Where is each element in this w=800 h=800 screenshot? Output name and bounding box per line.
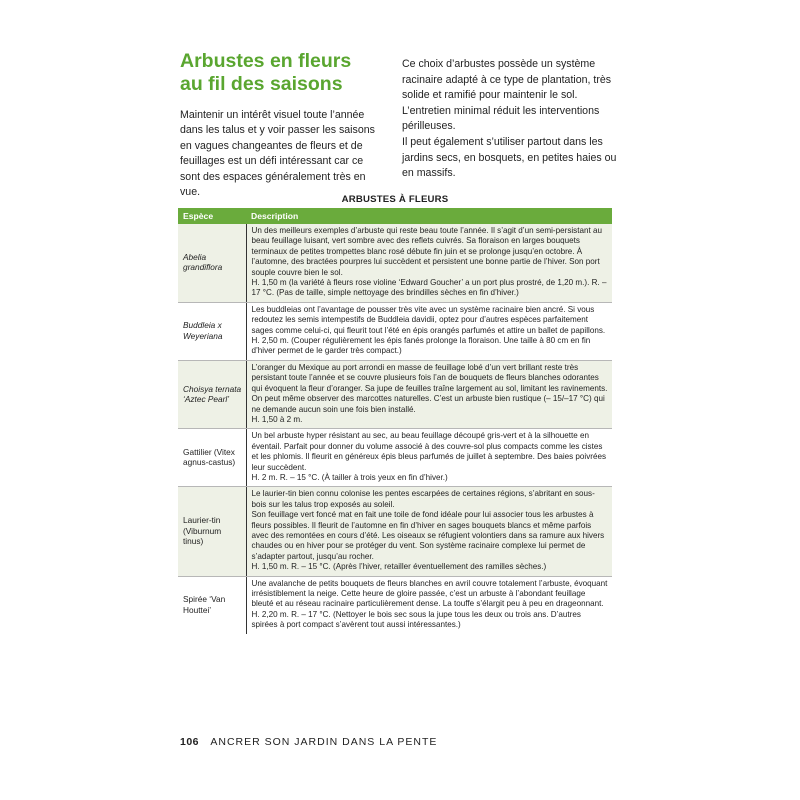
description-text: Un bel arbuste hyper résistant au sec, au beau feuillage découpé gris-vert et à la silhouette en éventail. Parfait pour donner du volume associé à des couvre-sol plus compacts comme les cistes et les phlomis. Il fleurit en généreux épis bleus parfumés de juillet à septembre. Des baies poivrées leur succèdent. H. 2 m. R. – 15 °C. (À tailler à trois yeux en fin d’hiver.) [251, 431, 607, 482]
table-row [178, 360, 612, 428]
right-column [402, 57, 620, 182]
heading-line-2: au fil des saisons [180, 73, 343, 95]
species-cell: Abelia grandiflora [178, 224, 246, 302]
section-heading [180, 50, 385, 96]
description-text: L’oranger du Mexique au port arrondi en masse de feuillage lobé d’un vert brillant reste très persistant toute l’année et se couvre plusieurs fois l’an de bouquets de fleurs blanches odorantes qui évoquent la fleur d’oranger. Sa jupe de feuilles traîne largement au sol, limitant les ravinements. On peut même observer des marcottes naturelles. C’est un arbuste bien rustique (– 15/–17 °C) qui ne demande aucun soin une fois bien installé. H. 1,50 à 2 m. [251, 362, 608, 424]
side-paragraph: Il peut également s’utiliser partout dans les jardins secs, en bosquets, en petites haies ou en massifs. [402, 135, 617, 180]
description-cell [246, 576, 612, 634]
description-text: Une avalanche de petits bouquets de fleurs blanches en avril couvre totalement l’arbuste, évoquant irrésistiblement la neige. Cette heure de gloire passée, c’est un arbuste à l’abondant feuillage bleuté et au réseau racinaire particulièrement dense. La touffe s’élargit peu à peu en drageonnant. H. 2,20 m. R. – 17 °C. (Nettoyer le bois sec sous la jupe tous les deux ou trois ans. D’autres spirées à port compact s’avèrent tout aussi intéressantes.) [251, 578, 608, 630]
table-row [178, 487, 612, 576]
species-cell: Spirée ‘Van Houttei’ [178, 576, 246, 634]
species-cell: Gattilier (Vitex agnus-castus) [178, 429, 246, 487]
column-header-description: Description [246, 208, 612, 224]
description-text: Un des meilleurs exemples d’arbuste qui reste beau toute l’année. Il s’agit d’un semi-persistant au beau feuillage luisant, vert sombre avec des reflets cuivrés. Sa floraison en larges bouquets terminaux de petites trompettes blanc rosé débute fin juin et se prolonge jusqu’en octobre. À l’automne, des bractées pourpres lui succèdent et persistent une bonne partie de l’hiver. Son port souple couvre bien le sol. H. 1,50 m (la variété à fleurs rose violine ‘Edward Goucher’ a un port plus prostré, de 1,20 m.). R. – 17 °C. (Pas de taille, simple nettoyage des brindilles sèches en fin d’hiver.) [251, 226, 607, 298]
running-title: ANCRER SON JARDIN DANS LA PENTE [210, 736, 438, 748]
table-row [178, 224, 612, 302]
intro-paragraph: Maintenir un intérêt visuel toute l’année dans les talus et y voir passer les saisons en vagues changeantes de fleurs et de feuillages est un défi intéressant car ce sont des espaces généralement très en vue. [180, 109, 375, 199]
heading-line-1: Arbustes en fleurs [180, 50, 352, 72]
description-cell [246, 487, 612, 576]
table-row [178, 302, 612, 360]
table-header-row [178, 208, 612, 224]
side-paragraph: Ce choix d’arbustes possède un système racinaire adapté à ce type de plantation, très solide et ramifié pour maintenir le sol. [402, 58, 612, 102]
side-paragraph: L’entretien minimal réduit les interventions périlleuses. [402, 104, 600, 133]
table-row [178, 429, 612, 487]
description-cell [246, 302, 612, 360]
description-cell [246, 224, 612, 302]
species-cell: Laurier-tin (Viburnum tinus) [178, 487, 246, 576]
table-title: ARBUSTES À FLEURS [341, 194, 449, 205]
description-cell [246, 360, 612, 428]
page-number: 106 [180, 736, 200, 748]
description-cell [246, 429, 612, 487]
left-column [180, 50, 385, 200]
description-text: Les buddleias ont l’avantage de pousser très vite avec un système racinaire bien ancré. Si vous redoutez les semis intempestifs de Buddleia davidii, optez pour d’autres espèces parfaitement sages comme celui-ci, qui fleurit tout l’été en épis orangés parfumés et attire un ballet de papillons. H. 2,50 m. (Couper régulièrement les épis fanés prolonge la floraison. Une taille à 80 cm en fin d’hiver permet de le garder très compact.) [251, 304, 606, 356]
description-text: Le laurier-tin bien connu colonise les pentes escarpées de certaines régions, s’abritant en sous-bois sur les talus trop exposés au soleil. Son feuillage vert foncé mat en fait une toile de fond idéale pour lui associer tous les arbustes à fleurs possibles. Il fleurit de l’automne en fin d’hiver en sages bouquets blancs et même parfois avec des remontées en cours d’été. Les oiseaux se réfugient volontiers dans sa ramure aux hivers chaudes ou en hiver pour se protéger du vent. Son système racinaire complexe lui permet de s’adapter partout, jusqu’au rocher. H. 1,50 m. R. – 15 °C. (Après l’hiver, retailler éventuellement des ramilles sèches.) [251, 489, 605, 572]
column-header-species: Espèce [178, 208, 246, 224]
table-row [178, 576, 612, 634]
page-footer [180, 736, 437, 748]
species-cell: Buddleia x Weyeriana [178, 302, 246, 360]
species-cell: Choisya ternata ‘Aztec Pearl’ [178, 360, 246, 428]
shrubs-table [178, 208, 612, 634]
